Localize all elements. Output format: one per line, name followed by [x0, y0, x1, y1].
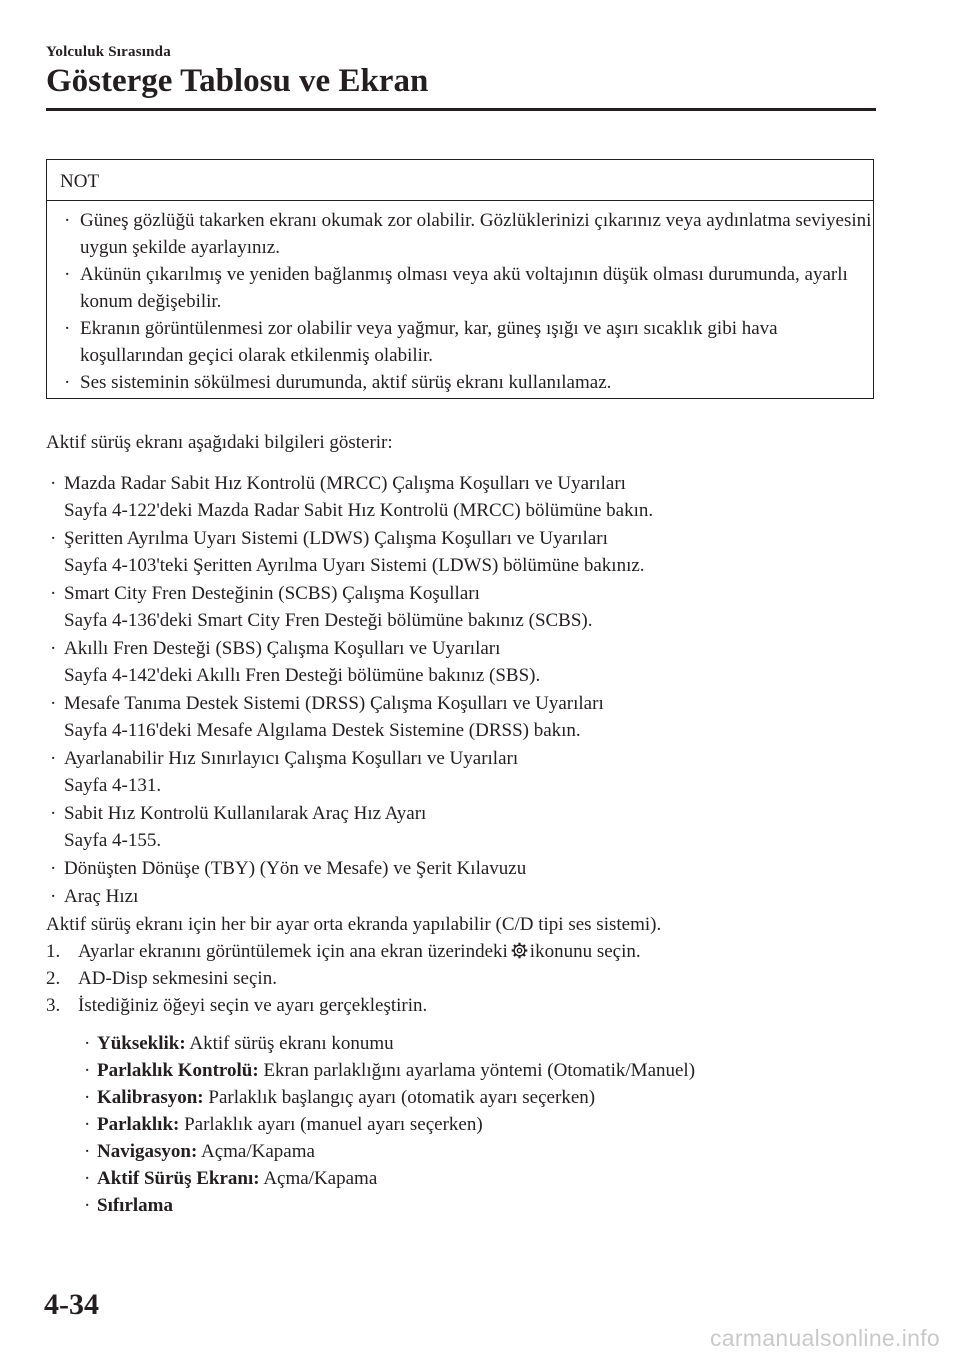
- setting-label: Parlaklık:: [97, 1114, 180, 1135]
- bullet: ·: [84, 1195, 91, 1216]
- info-item-title: Mazda Radar Sabit Hız Kontrolü (MRCC) Çalışma Koşulları ve Uyarıları: [64, 473, 626, 494]
- list-item: [46, 580, 886, 634]
- bullet: ·: [64, 372, 71, 393]
- setting-description: Açma/Kapama: [201, 1141, 315, 1162]
- page-reference: Sayfa 4-122'deki Mazda Radar Sabit Hız Kontrolü (MRCC) bölümüne bakın.: [64, 500, 654, 521]
- bullet: ·: [50, 528, 57, 549]
- info-item-title: Akıllı Fren Desteği (SBS) Çalışma Koşulları ve Uyarıları: [64, 638, 501, 659]
- note-list: [47, 201, 873, 396]
- title-rule: [46, 108, 876, 111]
- page-reference: Sayfa 4-136'deki Smart City Fren Desteği bölümüne bakınız (SCBS).: [64, 610, 593, 631]
- note-box: [46, 159, 874, 399]
- setting-item: [81, 1192, 881, 1219]
- list-item: [46, 883, 886, 910]
- section-label: Yolculuk Sırasında: [46, 44, 171, 60]
- setting-item: [81, 1084, 881, 1111]
- step-text: İstediğiniz öğeyi seçin ve ayarı gerçekleştirin.: [78, 995, 428, 1016]
- setting-item: [81, 1111, 881, 1138]
- list-item: [46, 690, 886, 744]
- info-item-title: Şeritten Ayrılma Uyarı Sistemi (LDWS) Çalışma Koşulları ve Uyarıları: [64, 528, 608, 549]
- setting-label: Aktif Sürüş Ekranı:: [97, 1168, 260, 1189]
- step-item: [46, 965, 896, 992]
- setting-description: Parlaklık ayarı (manuel ayarı seçerken): [184, 1114, 483, 1135]
- steps-list: [46, 938, 896, 1019]
- setting-description: Açma/Kapama: [263, 1168, 378, 1189]
- watermark: carmanualsonline.info: [709, 1325, 940, 1351]
- bullet: ·: [50, 638, 57, 659]
- setting-label: Parlaklık Kontrolü:: [97, 1060, 259, 1081]
- step-item: [46, 938, 896, 965]
- note-item-text: Akünün çıkarılmış ve yeniden bağlanmış olması veya akü voltajının düşük olması durumunda, ayarlı konum değişebilir.: [80, 264, 848, 312]
- setting-label: Sıfırlama: [97, 1195, 173, 1216]
- step-number: 2.: [46, 968, 61, 989]
- bullet: ·: [84, 1168, 91, 1189]
- page-reference: Sayfa 4-155.: [64, 830, 162, 851]
- page-title: Gösterge Tablosu ve Ekran: [46, 63, 429, 99]
- bullet: ·: [64, 264, 71, 285]
- step-text-after: ikonunu seçin.: [529, 941, 641, 962]
- page-reference: Sayfa 4-131.: [64, 775, 162, 796]
- setting-item: [81, 1138, 881, 1165]
- bullet: ·: [50, 693, 57, 714]
- bullet: ·: [50, 803, 57, 824]
- setting-label: Navigasyon:: [97, 1141, 198, 1162]
- setting-item: [81, 1165, 881, 1192]
- note-item: [47, 207, 873, 261]
- info-list: [46, 470, 886, 911]
- gear-icon: [511, 942, 528, 959]
- note-item: [47, 261, 873, 315]
- step-item: [46, 992, 896, 1019]
- list-item: [46, 745, 886, 799]
- bullet: ·: [64, 318, 71, 339]
- setting-description: Parlaklık başlangıç ayarı (otomatik ayarı seçerken): [208, 1087, 596, 1108]
- note-item: [47, 315, 873, 369]
- bullet: ·: [50, 858, 57, 879]
- bullet: ·: [50, 748, 57, 769]
- list-item: [46, 470, 886, 524]
- info-item-title: Sabit Hız Kontrolü Kullanılarak Araç Hız Ayarı: [64, 803, 427, 824]
- page-reference: Sayfa 4-116'deki Mesafe Algılama Destek Sistemine (DRSS) bakın.: [64, 720, 581, 741]
- list-item: [46, 635, 886, 689]
- page-number: 4-34: [44, 1288, 99, 1321]
- bullet: ·: [84, 1141, 91, 1162]
- page-reference: Sayfa 4-142'deki Akıllı Fren Desteği bölümüne bakınız (SBS).: [64, 665, 541, 686]
- note-item: [47, 369, 873, 396]
- setting-label: Kalibrasyon:: [97, 1087, 204, 1108]
- setting-label: Yükseklik:: [97, 1033, 186, 1054]
- setting-description: Ekran parlaklığını ayarlama yöntemi (Otomatik/Manuel): [263, 1060, 696, 1081]
- settings-intro: Aktif sürüş ekranı için her bir ayar orta ekranda yapılabilir (C/D tipi ses sistemi).: [46, 914, 662, 935]
- bullet: ·: [84, 1060, 91, 1081]
- info-item-title: Mesafe Tanıma Destek Sistemi (DRSS) Çalışma Koşulları ve Uyarıları: [64, 693, 604, 714]
- list-item: [46, 800, 886, 854]
- intro-paragraph: Aktif sürüş ekranı aşağıdaki bilgileri gösterir:: [46, 432, 393, 453]
- step-text: Ayarlar ekranını görüntülemek için ana ekran üzerindeki: [78, 941, 508, 962]
- settings-list: [81, 1030, 881, 1219]
- setting-description: Aktif sürüş ekranı konumu: [189, 1033, 394, 1054]
- note-item-text: Güneş gözlüğü takarken ekranı okumak zor olabilir. Gözlüklerinizi çıkarınız veya aydınlatma seviyesini uygun şekilde ayarlayınız.: [80, 210, 872, 258]
- step-number: 3.: [46, 995, 61, 1016]
- bullet: ·: [50, 583, 57, 604]
- step-number: 1.: [46, 941, 61, 962]
- bullet: ·: [84, 1114, 91, 1135]
- bullet: ·: [50, 473, 57, 494]
- note-item-text: Ekranın görüntülenmesi zor olabilir veya yağmur, kar, güneş ışığı ve aşırı sıcaklık gibi hava koşullarından geçici olarak etkilenmiş olabilir.: [80, 318, 778, 366]
- info-item-title: Dönüşten Dönüşe (TBY) (Yön ve Mesafe) ve Şerit Kılavuzu: [64, 858, 527, 879]
- list-item: [46, 855, 886, 882]
- info-item-title: Smart City Fren Desteğinin (SCBS) Çalışma Koşulları: [64, 583, 480, 604]
- list-item: [46, 525, 886, 579]
- note-title: NOT: [47, 160, 873, 201]
- bullet: ·: [84, 1087, 91, 1108]
- note-item-text: Ses sisteminin sökülmesi durumunda, aktif sürüş ekranı kullanılamaz.: [80, 372, 612, 393]
- bullet: ·: [64, 210, 71, 231]
- info-item-title: Araç Hızı: [64, 886, 139, 907]
- info-item-title: Ayarlanabilir Hız Sınırlayıcı Çalışma Koşulları ve Uyarıları: [64, 748, 519, 769]
- setting-item: [81, 1030, 881, 1057]
- bullet: ·: [50, 886, 57, 907]
- step-text: AD-Disp sekmesini seçin.: [78, 968, 277, 989]
- page-reference: Sayfa 4-103'teki Şeritten Ayrılma Uyarı Sistemi (LDWS) bölümüne bakınız.: [64, 555, 645, 576]
- setting-item: [81, 1057, 881, 1084]
- bullet: ·: [84, 1033, 91, 1054]
